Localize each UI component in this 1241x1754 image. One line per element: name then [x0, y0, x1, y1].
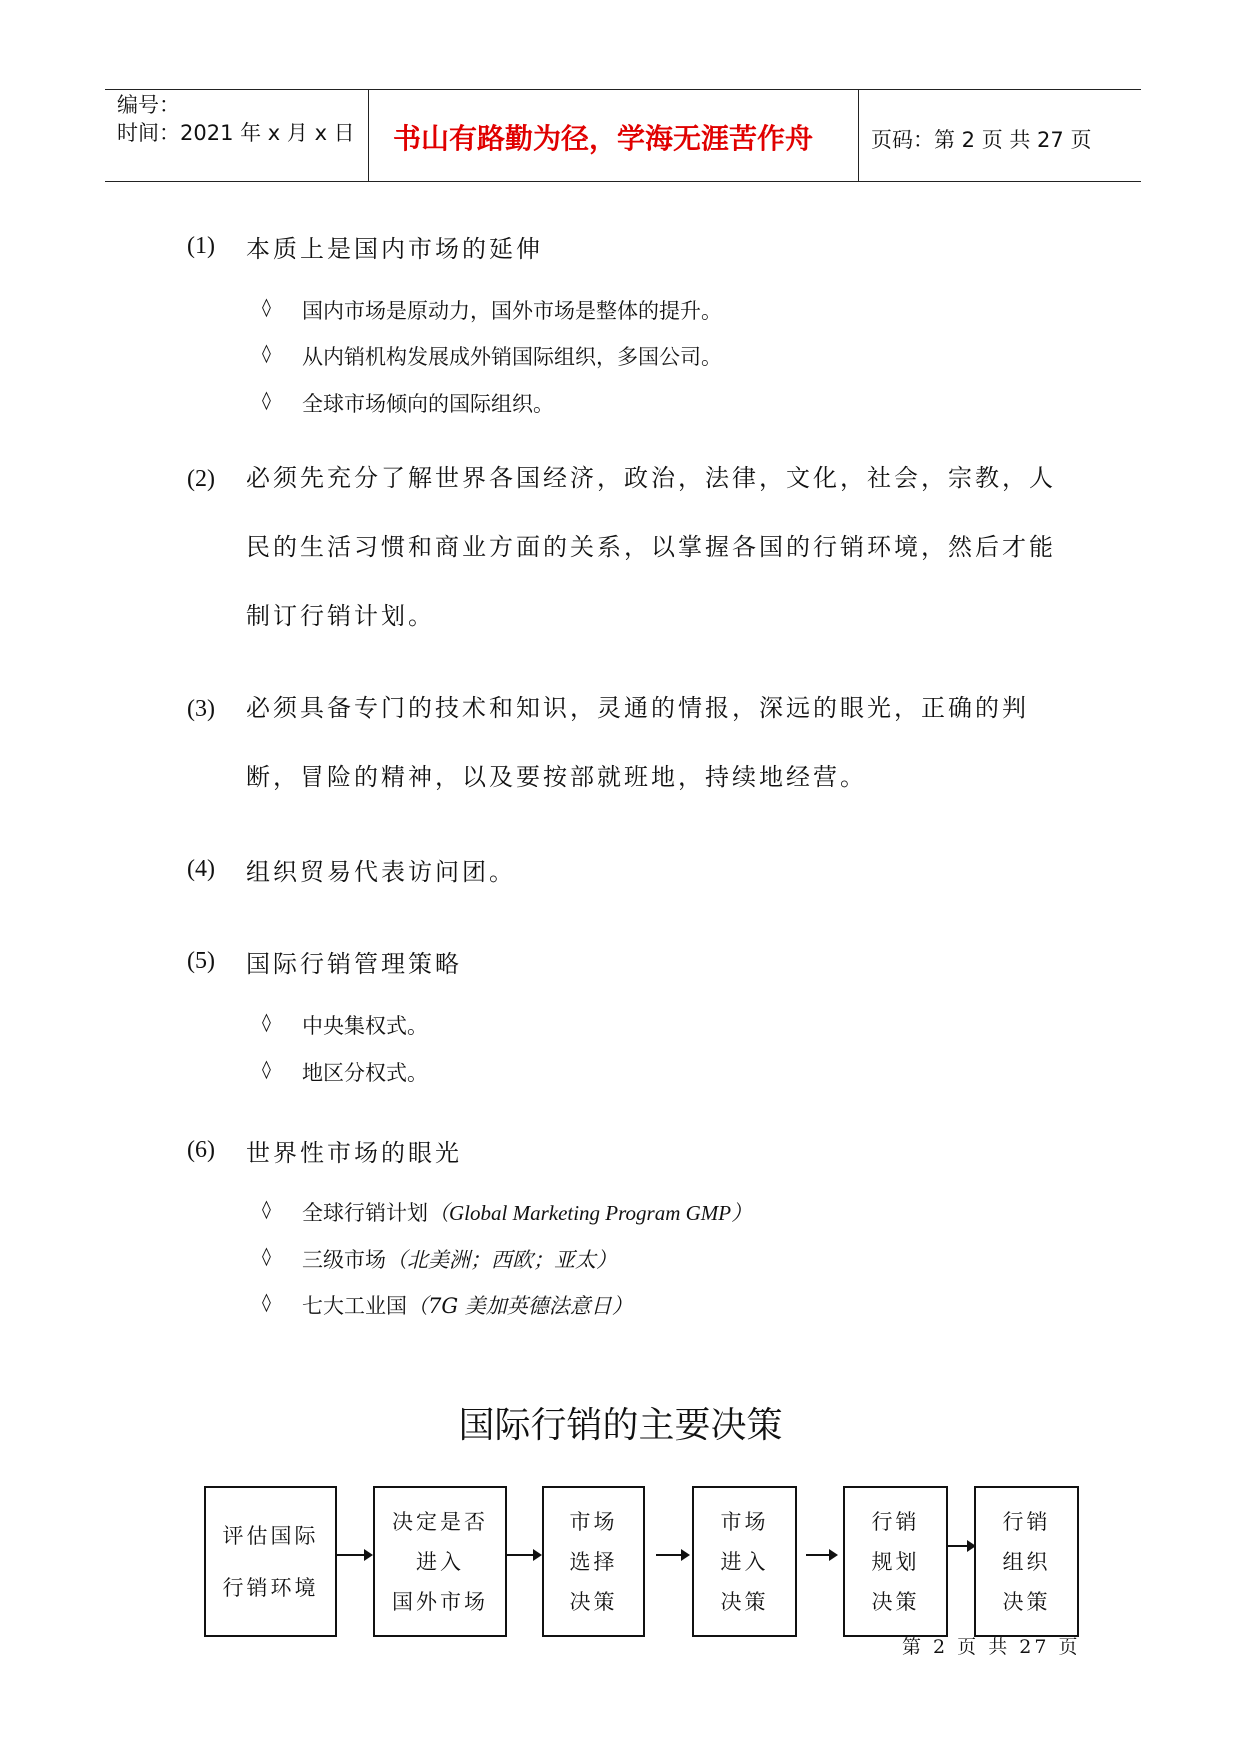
flow-step-marketing-planning	[843, 1486, 948, 1637]
flow-step-line: 决策	[871, 1589, 920, 1614]
bullet-paren-text: （Global Marketing Program GMP）	[428, 1201, 753, 1225]
section-title: 本质上是国内市场的延伸	[246, 235, 543, 263]
section-number: (1)	[187, 233, 215, 259]
section-number: (5)	[187, 948, 215, 974]
flow-arrow-icon	[656, 1554, 688, 1556]
bullet-main-text: 三级市场	[302, 1248, 386, 1272]
section-number: (3)	[187, 696, 215, 722]
bullet-main-text: 七大工业国	[302, 1294, 407, 1318]
header-motto: 书山有路勤为径，学海无涯苦作舟	[393, 122, 814, 155]
flow-step-line: 决策	[720, 1589, 769, 1614]
flow-step-market-entry	[692, 1486, 797, 1637]
flow-step-line: 国外市场	[392, 1589, 488, 1614]
bullet-item: 从内销机构发展成外销国际组织，多国公司。	[302, 345, 722, 369]
header-divider-right	[858, 89, 859, 182]
section-paragraph: 必须先充分了解世界各国经济，政治，法律，文化，社会，宗教，人民的生活习惯和商业方面的关系，以掌握各国的行销环境，然后才能制订行销计划。	[246, 464, 1056, 630]
header-bottom-rule	[105, 181, 1141, 182]
flow-step-evaluate-environment	[204, 1486, 337, 1637]
flow-step-line: 决定是否	[392, 1509, 488, 1534]
bullet-main-text: 全球行销计划	[302, 1201, 428, 1225]
diamond-bullet-icon: ◊	[262, 1199, 271, 1220]
doc-time-label: 时间：2021 年 x 月 x 日	[117, 121, 355, 145]
section-paragraph: 必须具备专门的技术和知识，灵通的情报，深远的眼光，正确的判断，冒险的精神，以及要按部就班地，持续地经营。	[246, 694, 1029, 791]
flow-arrow-icon	[337, 1554, 371, 1556]
flow-arrow-icon	[507, 1554, 540, 1556]
flow-step-line: 市场	[569, 1509, 618, 1534]
bullet-paren-text: （北美洲；西欧；亚太）	[386, 1248, 617, 1272]
page-footer: 第 2 页 共 27 页	[902, 1636, 1081, 1658]
flow-step-line: 评估国际	[222, 1523, 319, 1548]
diagram-title: 国际行销的主要决策	[458, 1405, 783, 1446]
bullet-item	[302, 1290, 633, 1320]
flow-step-marketing-organization	[974, 1486, 1079, 1637]
flow-step-line: 选择	[569, 1549, 618, 1574]
section-number: (4)	[187, 856, 215, 882]
bullet-item	[302, 1244, 617, 1274]
flow-step-line: 决策	[569, 1589, 618, 1614]
flow-step-decide-entry	[373, 1486, 507, 1637]
bullet-item: 地区分权式。	[302, 1061, 428, 1085]
flow-step-line: 进入	[416, 1549, 464, 1574]
header-page-number: 页码：第 2 页 共 27 页	[871, 128, 1092, 152]
section-number: (6)	[187, 1137, 215, 1163]
bullet-item	[302, 1197, 752, 1227]
section-title: 世界性市场的眼光	[246, 1139, 462, 1167]
header-divider-left	[368, 89, 369, 182]
diamond-bullet-icon: ◊	[262, 1292, 271, 1313]
diamond-bullet-icon: ◊	[262, 1246, 271, 1267]
section-title: 国际行销管理策略	[246, 950, 462, 978]
flow-step-market-selection	[542, 1486, 645, 1637]
diamond-bullet-icon: ◊	[262, 343, 271, 364]
bullet-item: 国内市场是原动力，国外市场是整体的提升。	[302, 299, 722, 323]
bullet-item: 中央集权式。	[302, 1014, 428, 1038]
doc-code-label: 编号：	[117, 93, 180, 117]
flow-step-line: 行销	[871, 1509, 920, 1534]
flow-step-line: 进入	[720, 1549, 769, 1574]
flow-step-line: 行销环境	[222, 1575, 319, 1600]
flow-arrow-icon	[948, 1545, 974, 1547]
flow-step-line: 规划	[871, 1549, 920, 1574]
diamond-bullet-icon: ◊	[262, 1059, 271, 1080]
flow-step-line: 组织	[1002, 1549, 1051, 1574]
header-top-rule	[105, 89, 1141, 90]
bullet-item: 全球市场倾向的国际组织。	[302, 392, 554, 416]
diamond-bullet-icon: ◊	[262, 297, 271, 318]
flow-step-line: 市场	[720, 1509, 769, 1534]
diamond-bullet-icon: ◊	[262, 390, 271, 411]
flow-step-line: 决策	[1002, 1589, 1051, 1614]
flow-arrow-icon	[806, 1554, 836, 1556]
flow-step-line: 行销	[1002, 1509, 1051, 1534]
diamond-bullet-icon: ◊	[262, 1012, 271, 1033]
section-paragraph: 组织贸易代表访问团。	[246, 858, 516, 886]
bullet-paren-text: （7G 美加英德法意日）	[407, 1294, 633, 1318]
section-number: (2)	[187, 466, 215, 492]
